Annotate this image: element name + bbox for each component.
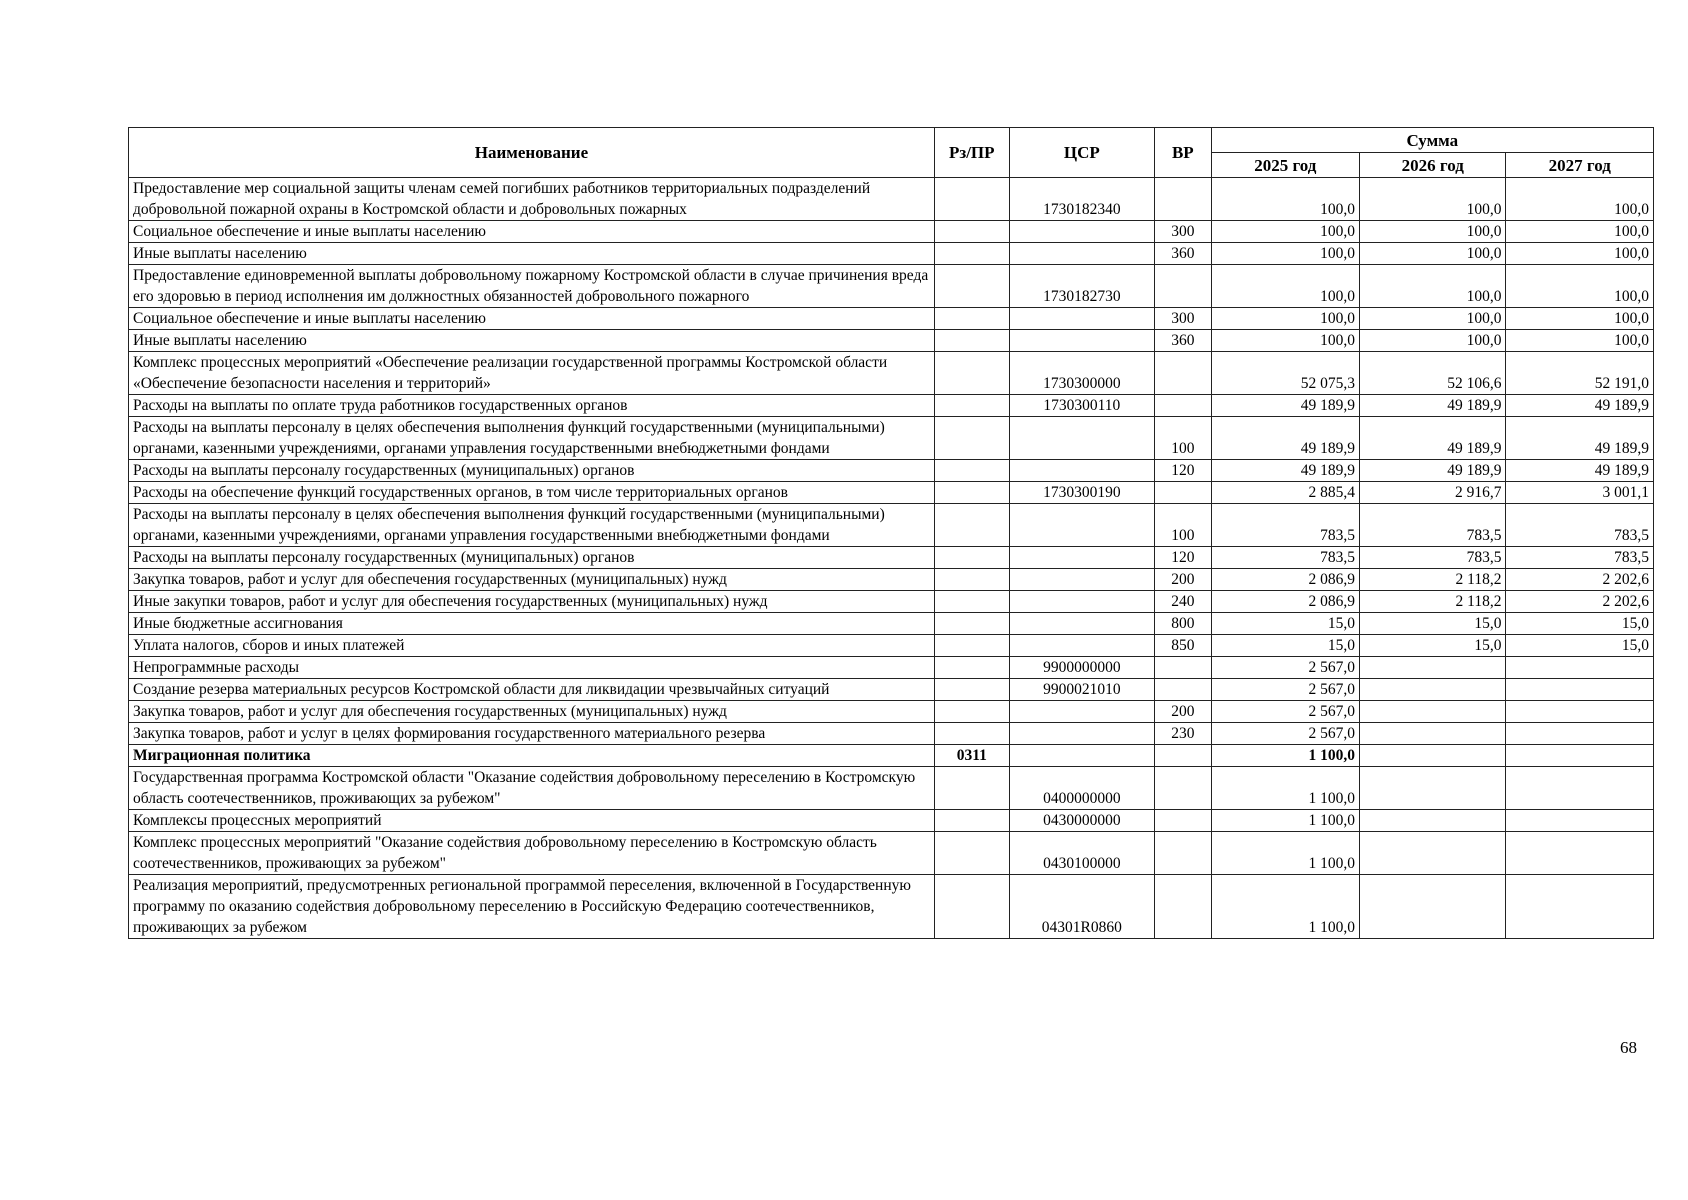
cell-2025: 100,0 — [1211, 330, 1359, 352]
cell-csr — [1009, 504, 1154, 547]
cell-2027: 15,0 — [1506, 635, 1654, 657]
cell-name: Закупка товаров, работ и услуг для обеспечения государственных (муниципальных) нужд — [129, 569, 935, 591]
table-row — [129, 569, 1654, 591]
cell-name: Расходы на выплаты персоналу государственных (муниципальных) органов — [129, 547, 935, 569]
cell-csr: 1730300000 — [1009, 352, 1154, 395]
cell-csr — [1009, 701, 1154, 723]
cell-vr: 230 — [1155, 723, 1212, 745]
cell-2025: 2 885,4 — [1211, 482, 1359, 504]
cell-2025: 2 086,9 — [1211, 569, 1359, 591]
cell-rzpr — [934, 308, 1009, 330]
cell-csr: 9900021010 — [1009, 679, 1154, 701]
cell-2026: 49 189,9 — [1360, 395, 1506, 417]
cell-csr: 0430100000 — [1009, 832, 1154, 875]
cell-2026: 100,0 — [1360, 330, 1506, 352]
cell-2027: 100,0 — [1506, 265, 1654, 308]
cell-rzpr — [934, 243, 1009, 265]
table-row — [129, 657, 1654, 679]
cell-vr: 120 — [1155, 547, 1212, 569]
cell-rzpr — [934, 657, 1009, 679]
cell-rzpr: 0311 — [934, 745, 1009, 767]
cell-2027 — [1506, 767, 1654, 810]
cell-name: Иные выплаты населению — [129, 243, 935, 265]
cell-vr — [1155, 832, 1212, 875]
cell-2026 — [1360, 723, 1506, 745]
budget-table — [128, 127, 1654, 939]
cell-name: Расходы на выплаты персоналу государственных (муниципальных) органов — [129, 460, 935, 482]
cell-2026: 2 118,2 — [1360, 569, 1506, 591]
cell-2025: 783,5 — [1211, 504, 1359, 547]
cell-name: Создание резерва материальных ресурсов Костромской области для ликвидации чрезвычайных ситуаций — [129, 679, 935, 701]
cell-vr — [1155, 265, 1212, 308]
table-row — [129, 613, 1654, 635]
cell-csr — [1009, 591, 1154, 613]
cell-name: Комплекс процессных мероприятий "Оказание содействия добровольному переселению в Костромскую область соотечественников, проживающих за рубежом" — [129, 832, 935, 875]
cell-2025: 1 100,0 — [1211, 745, 1359, 767]
cell-name: Иные выплаты населению — [129, 330, 935, 352]
cell-csr — [1009, 308, 1154, 330]
cell-name: Комплекс процессных мероприятий «Обеспечение реализации государственной программы Костромской области «Обеспечение безопасности населения и территорий» — [129, 352, 935, 395]
cell-vr: 360 — [1155, 330, 1212, 352]
table-row — [129, 265, 1654, 308]
table-row — [129, 482, 1654, 504]
cell-name: Государственная программа Костромской области "Оказание содействия добровольному переселению в Костромскую область соотечественников, проживающих за рубежом" — [129, 767, 935, 810]
cell-rzpr — [934, 832, 1009, 875]
cell-rzpr — [934, 569, 1009, 591]
cell-2027: 100,0 — [1506, 330, 1654, 352]
cell-csr — [1009, 243, 1154, 265]
cell-2027: 49 189,9 — [1506, 417, 1654, 460]
cell-2026: 100,0 — [1360, 221, 1506, 243]
cell-rzpr — [934, 679, 1009, 701]
cell-vr — [1155, 482, 1212, 504]
cell-rzpr — [934, 460, 1009, 482]
cell-2026: 100,0 — [1360, 265, 1506, 308]
header-name: Наименование — [129, 128, 935, 178]
cell-vr — [1155, 810, 1212, 832]
table-row — [129, 701, 1654, 723]
cell-2027: 100,0 — [1506, 178, 1654, 221]
cell-2027: 2 202,6 — [1506, 569, 1654, 591]
cell-vr — [1155, 679, 1212, 701]
cell-vr: 800 — [1155, 613, 1212, 635]
cell-2026 — [1360, 875, 1506, 939]
cell-name: Миграционная политика — [129, 745, 935, 767]
cell-name: Закупка товаров, работ и услуг в целях формирования государственного материального резерва — [129, 723, 935, 745]
header-vr: ВР — [1155, 128, 1212, 178]
cell-vr: 200 — [1155, 569, 1212, 591]
cell-2027 — [1506, 875, 1654, 939]
cell-2025: 15,0 — [1211, 635, 1359, 657]
cell-csr: 0400000000 — [1009, 767, 1154, 810]
cell-2025: 1 100,0 — [1211, 810, 1359, 832]
header-csr: ЦСР — [1009, 128, 1154, 178]
cell-name: Расходы на обеспечение функций государственных органов, в том числе территориальных органов — [129, 482, 935, 504]
cell-name: Реализация мероприятий, предусмотренных региональной программой переселения, включенной в Государственную программу по оказанию содействия добровольному переселению в Российскую Федерацию соотечественников, проживающих за рубежом — [129, 875, 935, 939]
cell-2025: 783,5 — [1211, 547, 1359, 569]
cell-2026: 100,0 — [1360, 243, 1506, 265]
cell-2026 — [1360, 657, 1506, 679]
cell-2025: 2 567,0 — [1211, 679, 1359, 701]
cell-2026: 52 106,6 — [1360, 352, 1506, 395]
cell-csr: 1730300190 — [1009, 482, 1154, 504]
cell-csr: 1730300110 — [1009, 395, 1154, 417]
cell-2027: 100,0 — [1506, 221, 1654, 243]
cell-vr — [1155, 745, 1212, 767]
cell-2025: 15,0 — [1211, 613, 1359, 635]
header-year-2027: 2027 год — [1506, 153, 1654, 178]
cell-2027 — [1506, 723, 1654, 745]
table-row — [129, 745, 1654, 767]
cell-name: Социальное обеспечение и иные выплаты населению — [129, 308, 935, 330]
cell-2025: 100,0 — [1211, 243, 1359, 265]
cell-rzpr — [934, 810, 1009, 832]
table-row — [129, 635, 1654, 657]
cell-2027 — [1506, 657, 1654, 679]
table-row — [129, 330, 1654, 352]
table-row — [129, 395, 1654, 417]
cell-2025: 1 100,0 — [1211, 832, 1359, 875]
table-row — [129, 221, 1654, 243]
cell-2026 — [1360, 745, 1506, 767]
cell-rzpr — [934, 265, 1009, 308]
table-row — [129, 547, 1654, 569]
cell-2025: 100,0 — [1211, 178, 1359, 221]
cell-2026 — [1360, 701, 1506, 723]
cell-name: Предоставление единовременной выплаты добровольному пожарному Костромской области в случае причинения вреда его здоровью в период исполнения им должностных обязанностей добровольного пожарного — [129, 265, 935, 308]
header-year-2026: 2026 год — [1360, 153, 1506, 178]
cell-name: Иные закупки товаров, работ и услуг для обеспечения государственных (муниципальных) нужд — [129, 591, 935, 613]
cell-2025: 49 189,9 — [1211, 417, 1359, 460]
cell-2026: 15,0 — [1360, 613, 1506, 635]
cell-2027: 3 001,1 — [1506, 482, 1654, 504]
cell-2027: 100,0 — [1506, 243, 1654, 265]
cell-name: Расходы на выплаты по оплате труда работников государственных органов — [129, 395, 935, 417]
table-row — [129, 810, 1654, 832]
cell-rzpr — [934, 178, 1009, 221]
cell-rzpr — [934, 547, 1009, 569]
cell-2027 — [1506, 745, 1654, 767]
cell-2025: 100,0 — [1211, 221, 1359, 243]
cell-2025: 2 567,0 — [1211, 723, 1359, 745]
cell-2027: 2 202,6 — [1506, 591, 1654, 613]
cell-rzpr — [934, 330, 1009, 352]
cell-2027 — [1506, 832, 1654, 875]
cell-vr — [1155, 657, 1212, 679]
cell-rzpr — [934, 701, 1009, 723]
cell-vr: 120 — [1155, 460, 1212, 482]
cell-rzpr — [934, 591, 1009, 613]
cell-name: Социальное обеспечение и иные выплаты населению — [129, 221, 935, 243]
cell-2025: 49 189,9 — [1211, 395, 1359, 417]
cell-csr — [1009, 221, 1154, 243]
cell-2027: 783,5 — [1506, 547, 1654, 569]
header-rzpr: Рз/ПР — [934, 128, 1009, 178]
cell-vr: 200 — [1155, 701, 1212, 723]
table-row — [129, 767, 1654, 810]
cell-rzpr — [934, 482, 1009, 504]
cell-csr — [1009, 417, 1154, 460]
cell-rzpr — [934, 221, 1009, 243]
cell-vr — [1155, 178, 1212, 221]
table-row — [129, 460, 1654, 482]
cell-2025: 49 189,9 — [1211, 460, 1359, 482]
header-year-2025: 2025 год — [1211, 153, 1359, 178]
cell-csr: 04301R0860 — [1009, 875, 1154, 939]
cell-name: Комплексы процессных мероприятий — [129, 810, 935, 832]
cell-csr — [1009, 635, 1154, 657]
table-body — [129, 178, 1654, 939]
cell-2025: 100,0 — [1211, 308, 1359, 330]
table-row — [129, 308, 1654, 330]
cell-2026: 49 189,9 — [1360, 417, 1506, 460]
cell-csr — [1009, 569, 1154, 591]
cell-rzpr — [934, 352, 1009, 395]
cell-2026: 2 118,2 — [1360, 591, 1506, 613]
cell-vr — [1155, 875, 1212, 939]
cell-2025: 52 075,3 — [1211, 352, 1359, 395]
cell-name: Непрограммные расходы — [129, 657, 935, 679]
cell-2027 — [1506, 679, 1654, 701]
cell-csr — [1009, 613, 1154, 635]
cell-csr: 1730182340 — [1009, 178, 1154, 221]
cell-2027: 783,5 — [1506, 504, 1654, 547]
cell-2026: 49 189,9 — [1360, 460, 1506, 482]
cell-2026: 783,5 — [1360, 547, 1506, 569]
table-header — [129, 128, 1654, 178]
cell-vr: 360 — [1155, 243, 1212, 265]
table-row — [129, 417, 1654, 460]
cell-csr: 0430000000 — [1009, 810, 1154, 832]
header-sum: Сумма — [1211, 128, 1653, 153]
cell-2026: 15,0 — [1360, 635, 1506, 657]
cell-csr — [1009, 547, 1154, 569]
cell-name: Иные бюджетные ассигнования — [129, 613, 935, 635]
cell-vr: 100 — [1155, 417, 1212, 460]
cell-rzpr — [934, 395, 1009, 417]
cell-rzpr — [934, 635, 1009, 657]
cell-csr — [1009, 745, 1154, 767]
table-row — [129, 832, 1654, 875]
cell-2026: 2 916,7 — [1360, 482, 1506, 504]
cell-2027: 52 191,0 — [1506, 352, 1654, 395]
cell-vr: 100 — [1155, 504, 1212, 547]
cell-2026 — [1360, 810, 1506, 832]
table-row — [129, 243, 1654, 265]
cell-rzpr — [934, 723, 1009, 745]
cell-vr: 240 — [1155, 591, 1212, 613]
cell-csr — [1009, 330, 1154, 352]
cell-2025: 1 100,0 — [1211, 767, 1359, 810]
cell-name: Закупка товаров, работ и услуг для обеспечения государственных (муниципальных) нужд — [129, 701, 935, 723]
cell-2027: 100,0 — [1506, 308, 1654, 330]
cell-rzpr — [934, 875, 1009, 939]
cell-2025: 100,0 — [1211, 265, 1359, 308]
cell-2025: 2 567,0 — [1211, 701, 1359, 723]
cell-vr: 300 — [1155, 308, 1212, 330]
cell-vr: 850 — [1155, 635, 1212, 657]
table-row — [129, 504, 1654, 547]
cell-2026 — [1360, 832, 1506, 875]
cell-rzpr — [934, 417, 1009, 460]
cell-name: Предоставление мер социальной защиты членам семей погибших работников территориальных подразделений добровольной пожарной охраны в Костромской области и добровольных пожарных — [129, 178, 935, 221]
cell-rzpr — [934, 504, 1009, 547]
cell-2025: 2 567,0 — [1211, 657, 1359, 679]
cell-csr — [1009, 460, 1154, 482]
cell-2026: 783,5 — [1360, 504, 1506, 547]
cell-2026: 100,0 — [1360, 178, 1506, 221]
table-row — [129, 591, 1654, 613]
cell-vr — [1155, 395, 1212, 417]
table-row — [129, 723, 1654, 745]
table-row — [129, 679, 1654, 701]
cell-csr: 1730182730 — [1009, 265, 1154, 308]
table-row — [129, 875, 1654, 939]
cell-vr — [1155, 767, 1212, 810]
cell-name: Уплата налогов, сборов и иных платежей — [129, 635, 935, 657]
cell-name: Расходы на выплаты персоналу в целях обеспечения выполнения функций государственными (муниципальными) органами, казенными учреждениями, органами управления государственными внебюджетными фондами — [129, 417, 935, 460]
cell-2025: 2 086,9 — [1211, 591, 1359, 613]
cell-csr — [1009, 723, 1154, 745]
page-number: 68 — [1620, 1038, 1637, 1057]
cell-2025: 1 100,0 — [1211, 875, 1359, 939]
cell-2027: 49 189,9 — [1506, 460, 1654, 482]
cell-vr — [1155, 352, 1212, 395]
cell-vr: 300 — [1155, 221, 1212, 243]
cell-2027 — [1506, 701, 1654, 723]
cell-rzpr — [934, 613, 1009, 635]
table-row — [129, 178, 1654, 221]
cell-2026: 100,0 — [1360, 308, 1506, 330]
cell-2027 — [1506, 810, 1654, 832]
table-row — [129, 352, 1654, 395]
cell-2027: 15,0 — [1506, 613, 1654, 635]
cell-csr: 9900000000 — [1009, 657, 1154, 679]
cell-2026 — [1360, 767, 1506, 810]
cell-name: Расходы на выплаты персоналу в целях обеспечения выполнения функций государственными (муниципальными) органами, казенными учреждениями, органами управления государственными внебюджетными фондами — [129, 504, 935, 547]
cell-2026 — [1360, 679, 1506, 701]
cell-2027: 49 189,9 — [1506, 395, 1654, 417]
cell-rzpr — [934, 767, 1009, 810]
